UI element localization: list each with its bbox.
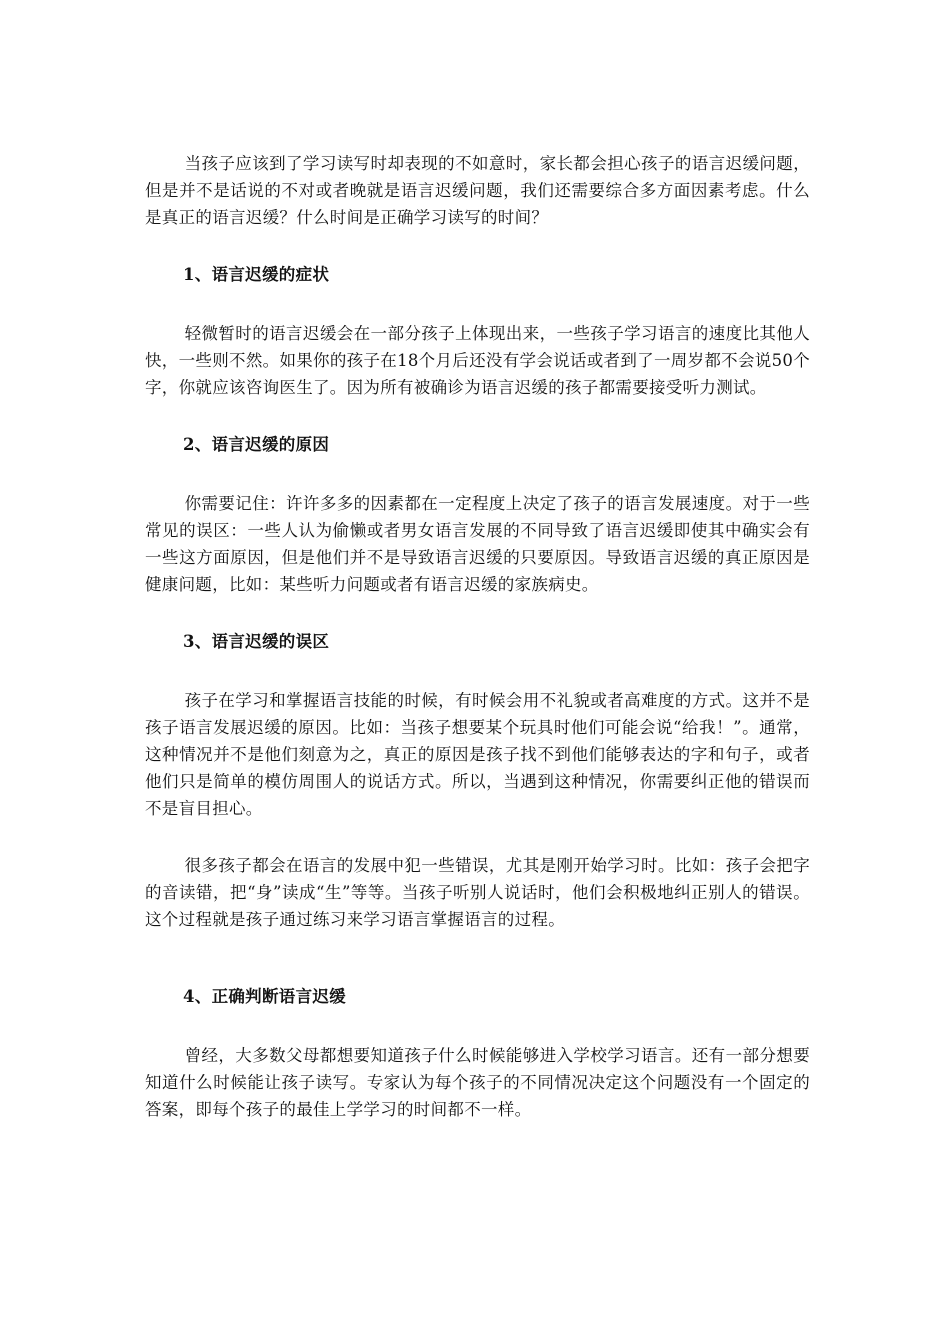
section-3-paragraph-2: 很多孩子都会在语言的发展中犯一些错误，尤其是刚开始学习时。比如：孩子会把字的音读错，把“身”读成“生”等等。当孩子听别人说话时，他们会积极地纠正别人的错误。这个过程就是孩子通过练习来学习语言掌握语言的过程。 <box>145 856 810 929</box>
section-4-heading: 4、正确判断语言迟缓 <box>183 987 346 1006</box>
section-1-heading: 1、语言迟缓的症状 <box>183 265 330 284</box>
section-2-heading: 2、语言迟缓的原因 <box>183 435 330 454</box>
section-3-heading: 3、语言迟缓的误区 <box>183 632 330 651</box>
section-4-paragraph-1: 曾经，大多数父母都想要知道孩子什么时候能够进入学校学习语言。还有一部分想要知道什么时候能让孩子读写。专家认为每个孩子的不同情况决定这个问题没有一个固定的答案，即每个孩子的最佳上学学习的时间都不一样。 <box>145 1046 810 1119</box>
section-3-paragraph-1: 孩子在学习和掌握语言技能的时候，有时候会用不礼貌或者高难度的方式。这并不是孩子语言发展迟缓的原因。比如：当孩子想要某个玩具时他们可能会说“给我！”。通常，这种情况并不是他们刻意为之，真正的原因是孩子找不到他们能够表达的字和句子，或者他们只是简单的模仿周围人的说话方式。所以，当遇到这种情况，你需要纠正他的错误而不是盲目担心。 <box>145 691 810 818</box>
intro-paragraph: 当孩子应该到了学习读写时却表现的不如意时，家长都会担心孩子的语言迟缓问题，但是并不是话说的不对或者晚就是语言迟缓问题，我们还需要综合多方面因素考虑。什么是真正的语言迟缓？什么时间是正确学习读写的时间？ <box>145 154 810 227</box>
document-body <box>145 150 810 1123</box>
section-2-paragraph-1: 你需要记住：许许多多的因素都在一定程度上决定了孩子的语言发展速度。对于一些常见的误区：一些人认为偷懒或者男女语言发展的不同导致了语言迟缓即使其中确实会有一些这方面原因，但是他们并不是导致语言迟缓的只要原因。导致语言迟缓的真正原因是健康问题，比如：某些听力问题或者有语言迟缓的家族病史。 <box>145 494 810 594</box>
section-1-paragraph-1: 轻微暂时的语言迟缓会在一部分孩子上体现出来，一些孩子学习语言的速度比其他人快，一些则不然。如果你的孩子在18个月后还没有学会说话或者到了一周岁都不会说50个字，你就应该咨询医生了。因为所有被确诊为语言迟缓的孩子都需要接受听力测试。 <box>145 324 810 397</box>
